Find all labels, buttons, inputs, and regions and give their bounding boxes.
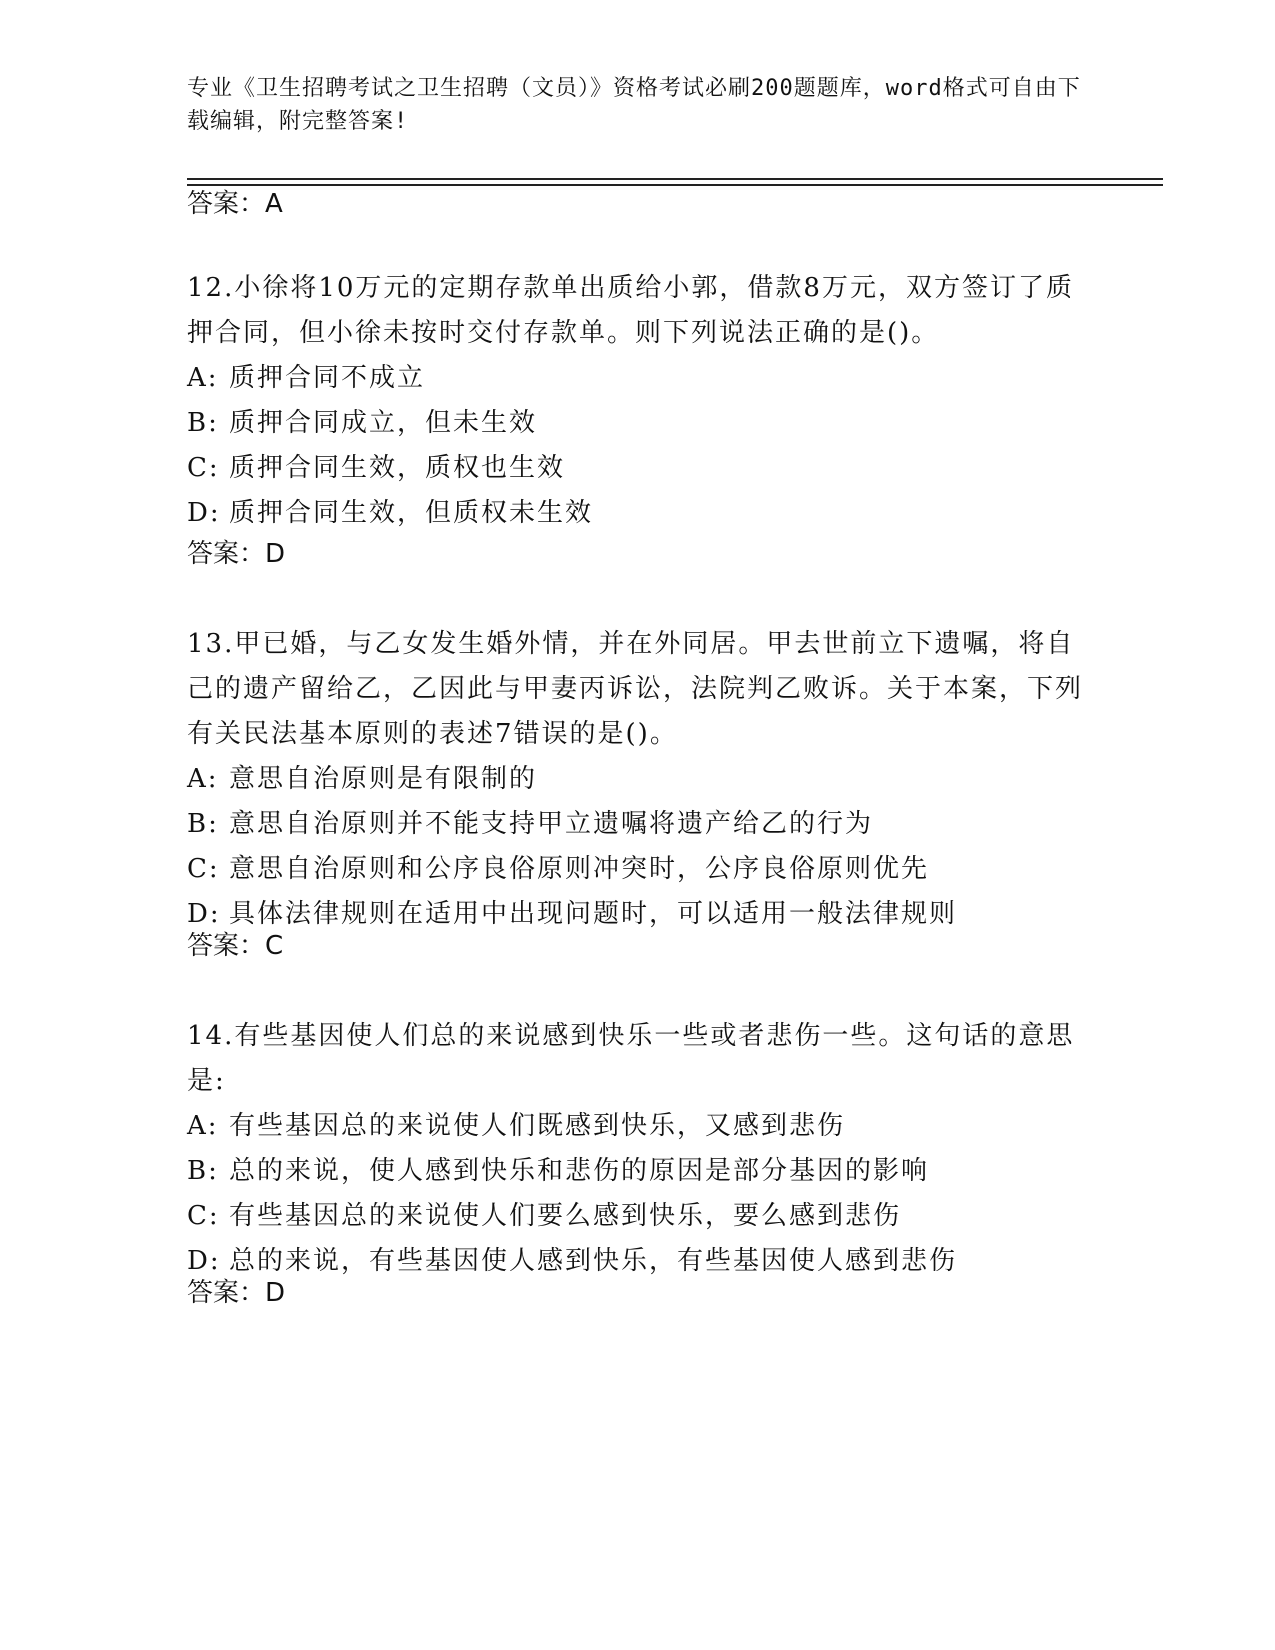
option-a: [187, 356, 1087, 401]
answer-value: C: [265, 931, 284, 961]
option-a: [187, 757, 1087, 802]
option-c: [187, 1194, 1087, 1239]
option-key: A:: [187, 363, 219, 393]
option-d: [187, 892, 1087, 937]
option-text: 有些基因总的来说使人们要么感到快乐，要么感到悲伤: [229, 1201, 902, 1231]
option-text: 质押合同生效，但质权未生效: [229, 498, 594, 528]
answer-value: A: [265, 189, 283, 219]
option-key: B:: [187, 1156, 219, 1186]
answer-value: D: [265, 539, 286, 569]
question-stem: 12.小徐将10万元的定期存款单出质给小郭，借款8万元，双方签订了质押合同，但小徐未按时交付存款单。则下列说法正确的是()。: [187, 273, 1074, 348]
option-text: 有些基因总的来说使人们既感到快乐，又感到悲伤: [229, 1111, 846, 1141]
option-text: 质押合同不成立: [229, 363, 426, 393]
option-text: 质押合同成立，但未生效: [229, 408, 538, 438]
question-stem: 14.有些基因使人们总的来说感到快乐一些或者悲伤一些。这句话的意思是:: [187, 1021, 1075, 1096]
option-key: A:: [187, 1111, 219, 1141]
option-b: [187, 1149, 1087, 1194]
header-divider: [187, 178, 1163, 180]
option-text: 意思自治原则并不能支持甲立遗嘱将遗产给乙的行为: [229, 809, 874, 839]
option-b: [187, 802, 1087, 847]
question-block: [187, 1014, 1087, 1284]
answer-label: 答案：: [187, 931, 266, 961]
answer-line: [187, 186, 283, 222]
answer-label: 答案：: [187, 189, 266, 219]
option-key: D:: [187, 1246, 221, 1276]
answer-value: D: [265, 1278, 286, 1308]
question-block: [187, 266, 1087, 536]
option-text: 质押合同生效，质权也生效: [229, 453, 566, 483]
option-text: 总的来说，有些基因使人感到快乐，有些基因使人感到悲伤: [229, 1246, 958, 1276]
answer-label: 答案：: [187, 1278, 266, 1308]
option-text: 总的来说，使人感到快乐和悲伤的原因是部分基因的影响: [229, 1156, 930, 1186]
option-c: [187, 847, 1087, 892]
option-key: D:: [187, 498, 221, 528]
answer-line: [187, 928, 283, 964]
question-block: [187, 622, 1087, 937]
question-stem: 13.甲已婚，与乙女发生婚外情，并在外同居。甲去世前立下遗嘱，将自己的遗产留给乙，乙因此与甲妻丙诉讼，法院判乙败诉。关于本案，下列有关民法基本原则的表述7错误的是()。: [187, 629, 1084, 749]
option-b: [187, 401, 1087, 446]
option-key: B:: [187, 809, 219, 839]
option-d: [187, 1239, 1087, 1284]
option-a: [187, 1104, 1087, 1149]
option-key: B:: [187, 408, 219, 438]
answer-line: [187, 536, 285, 572]
option-key: C:: [187, 453, 220, 483]
option-d: [187, 491, 1087, 536]
option-text: 意思自治原则是有限制的: [229, 764, 538, 794]
option-key: C:: [187, 854, 220, 884]
answer-label: 答案：: [187, 539, 266, 569]
document-header: 专业《卫生招聘考试之卫生招聘（文员）》资格考试必刷200题题库，word格式可自由下载编辑，附完整答案!: [187, 76, 1081, 134]
option-key: A:: [187, 764, 219, 794]
option-text: 具体法律规则在适用中出现问题时，可以适用一般法律规则: [229, 899, 958, 929]
option-c: [187, 446, 1087, 491]
option-key: D:: [187, 899, 221, 929]
option-text: 意思自治原则和公序良俗原则冲突时，公序良俗原则优先: [229, 854, 930, 884]
answer-line: [187, 1275, 285, 1311]
option-key: C:: [187, 1201, 220, 1231]
header-divider: [187, 184, 1163, 186]
